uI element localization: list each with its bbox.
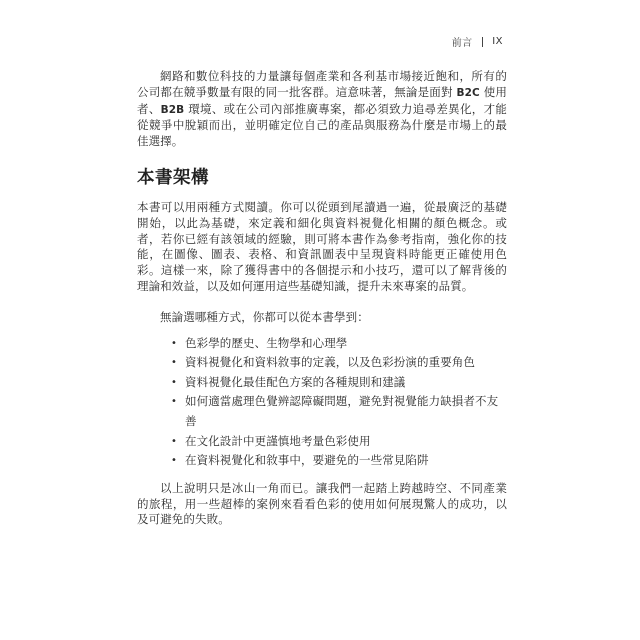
closing-paragraph: 以上說明只是冰山一角而已。讓我們一起踏上跨越時空、不同產業的旅程，用一些超棒的案例來看看色彩的使用如何展現驚人的成功，以及可避免的失敗。 xyxy=(137,480,507,527)
list-item xyxy=(137,451,507,471)
page-body xyxy=(137,69,507,528)
list-item xyxy=(137,353,507,373)
bullet-icon: • xyxy=(171,396,177,408)
bullet-icon: • xyxy=(171,435,177,447)
bullet-icon: • xyxy=(171,337,177,349)
list-item-text: 資料視覺化和資料敘事的定義，以及色彩扮演的重要角色 xyxy=(185,355,475,370)
list-item-text: 色彩學的歷史、生物學和心理學 xyxy=(185,335,348,350)
learn-list xyxy=(137,334,507,471)
list-item-text: 在資料視覺化和敘事中，要避免的一些常見陷阱 xyxy=(185,453,429,468)
bullet-icon: • xyxy=(171,455,177,467)
bullet-icon: • xyxy=(171,376,177,388)
page-number: IX xyxy=(492,36,503,47)
list-item xyxy=(137,392,507,431)
chapter-title: 前言 xyxy=(451,38,473,49)
intro-text-2: 使用者、 xyxy=(137,84,507,116)
b2b-term: B2B xyxy=(160,103,185,116)
learn-intro-paragraph: 無論選哪種方式，你都可以從本書學到： xyxy=(160,309,369,324)
intro-text-1: 網路和數位科技的力量讓每個產業和各利基市場接近飽和，所有的公司都在競爭數量有限的同一批客群。這意味著，無論是面對 xyxy=(137,69,507,99)
list-item-text: 在文化設計中更謹慎地考量色彩使用 xyxy=(185,433,371,448)
intro-text-3: 環境、或在公司內部推廣專案，都必須致力追尋差異化，才能從競爭中脫穎而出，並明確定位自己的產品與服務為什麼是市場上的最佳選擇。 xyxy=(137,101,508,149)
list-item xyxy=(137,334,507,354)
section-heading: 本書架構 xyxy=(137,167,209,188)
list-item-text: 資料視覺化最佳配色方案的各種規則和建議 xyxy=(185,374,406,389)
running-header xyxy=(452,34,503,49)
list-item xyxy=(137,373,507,393)
list-item xyxy=(137,432,507,452)
header-separator xyxy=(482,37,484,47)
book-structure-paragraph: 本書可以用兩種方式閱讀。你可以從頭到尾讀過一遍，從最廣泛的基礎開始，以此為基礎，來定義和細化與資料視覺化相關的顏色概念。或者，若你已經有該領域的經驗，則可將本書作為參考指南，強化你的技能，在圖像、圖表、表格、和資訊圖表中呈現資料時能更正確使用色彩。這樣一來，除了獲得書中的各個提示和小技巧，還可以了解背後的理論和效益，以及如何運用這些基礎知識，提升未來專案的品質。 xyxy=(137,199,507,293)
bullet-icon: • xyxy=(171,357,177,369)
b2c-term: B2C xyxy=(456,86,480,99)
list-item-text: 如何適當處理色覺辨認障礙問題，避免對視覺能力缺損者不友善 xyxy=(185,394,499,428)
intro-paragraph xyxy=(137,69,507,150)
